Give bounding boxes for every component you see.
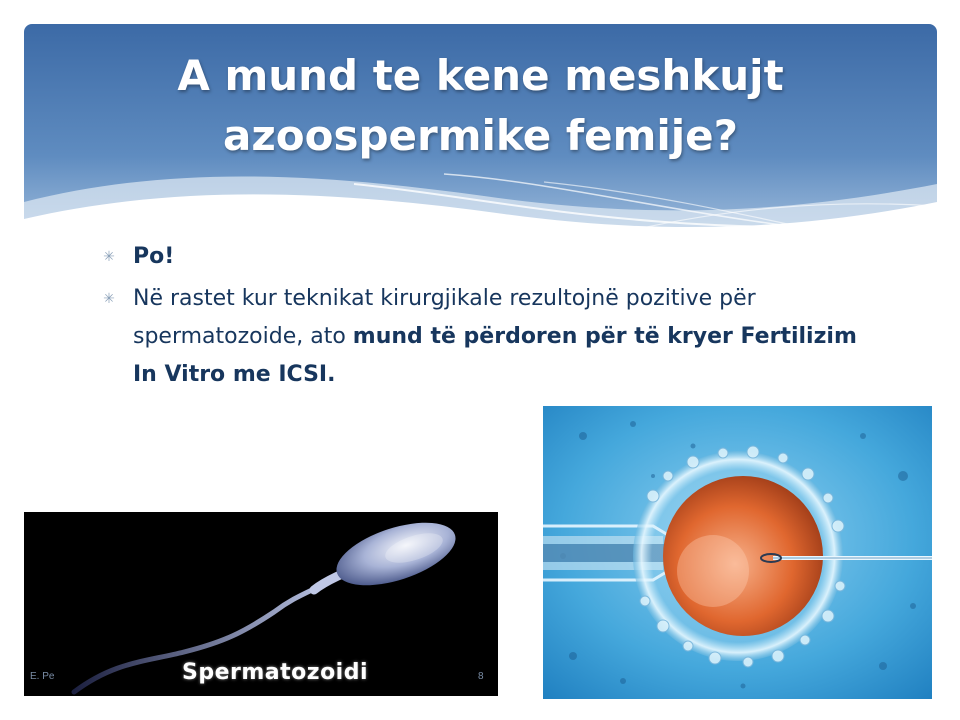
sperm-caption: Spermatozoidi (182, 660, 369, 685)
bullet-text-normal: Në rastet kur teknikat kirurgjikale rezultojnë pozitive për spermatozoide, ato (133, 286, 756, 349)
bullet-list (100, 238, 860, 398)
sperm-image (24, 512, 498, 696)
slide-title-line-1: A mund te kene meshkujt (177, 51, 784, 100)
bullet-text-bold: mund të përdoren për të kryer Fertilizim In Vitro me ICSI. (133, 324, 857, 387)
icsi-image (543, 406, 932, 699)
bullet-item-yes (100, 238, 860, 276)
asterisk-bullet-icon: ✳ (103, 291, 115, 307)
icsi-microinjection-photo-icon (543, 406, 932, 699)
slide-title (24, 46, 937, 166)
footer-page-number: 8 (478, 671, 484, 682)
title-banner (24, 24, 937, 264)
footer-author: E. Pe (30, 671, 55, 682)
slide-title-line-2: azoospermike femije? (223, 111, 738, 160)
bullet-text-bold: Po! (133, 244, 175, 269)
bullet-item-icsi (100, 280, 860, 394)
asterisk-bullet-icon: ✳ (103, 249, 115, 265)
